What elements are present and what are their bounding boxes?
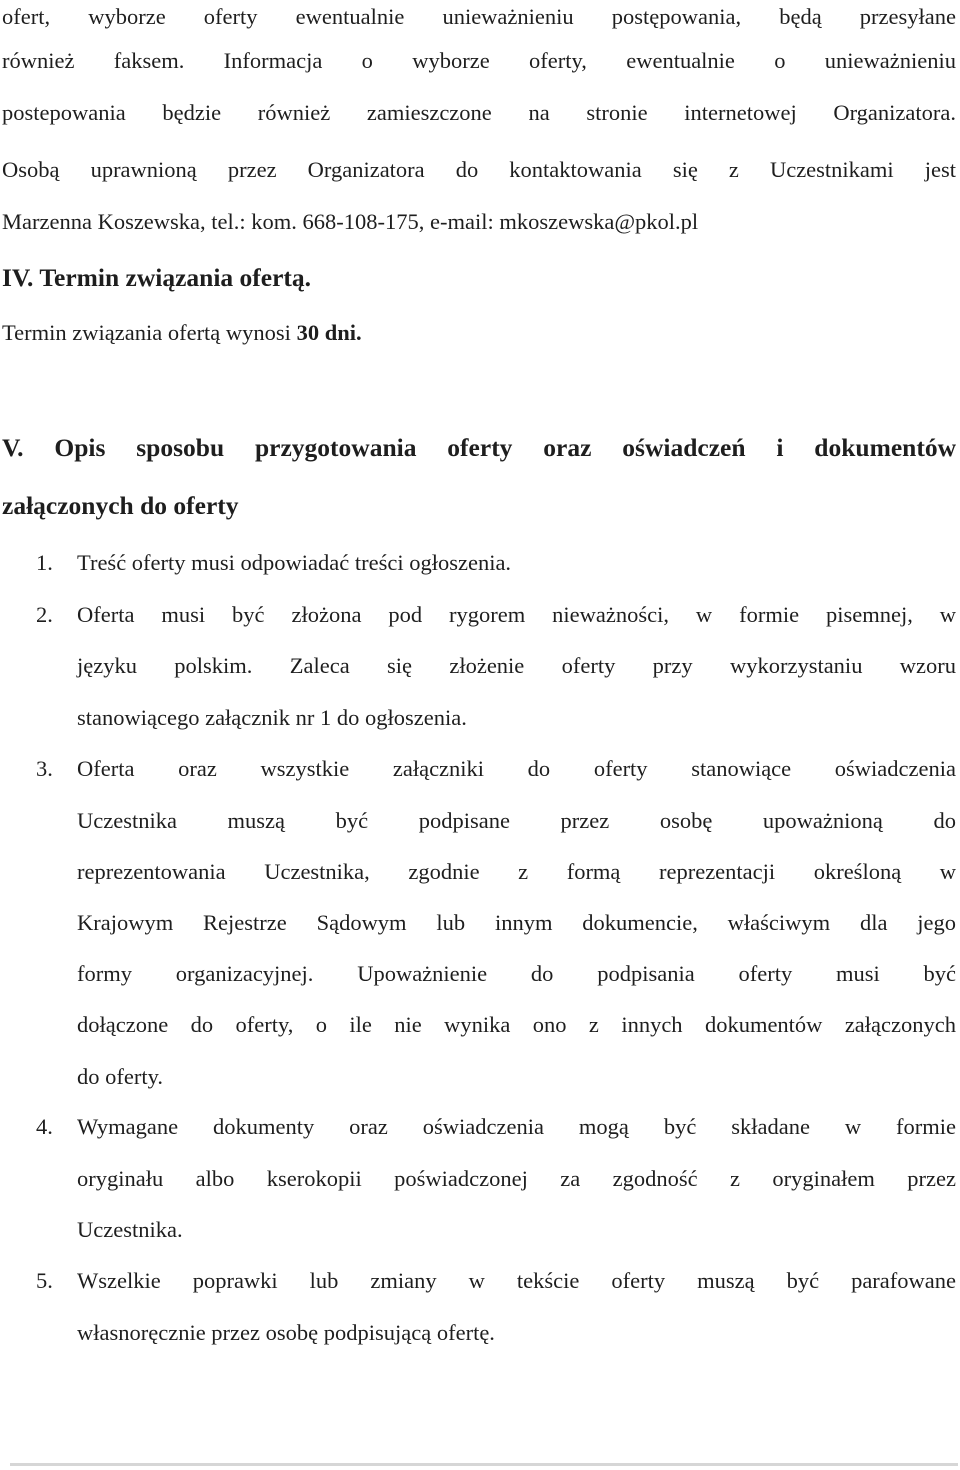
- list-item-number: 3.: [36, 756, 53, 781]
- section-5-heading-line-2: załączonych do oferty: [2, 491, 239, 520]
- list-item-line: Oferta musi być złożona pod rygorem nieważności, w formie pisemnej, w: [77, 602, 956, 627]
- list-item-line: Uczestnika muszą być podpisane przez osobę upoważnioną do: [77, 808, 956, 833]
- list-item-number: 1.: [36, 550, 53, 575]
- binding-period-value: 30 dni.: [296, 320, 362, 345]
- list-item-line: Oferta oraz wszystkie załączniki do oferty stanowiące oświadczenia: [77, 756, 956, 781]
- list-item-line: Treść oferty musi odpowiadać treści ogłoszenia.: [77, 550, 512, 575]
- list-item-line: Krajowym Rejestrze Sądowym lub innym dokumencie, właściwym dla jego: [77, 910, 956, 935]
- section-5-heading-line-1: V. Opis sposobu przygotowania oferty oraz oświadczeń i dokumentów: [2, 433, 956, 462]
- binding-period-text: Termin związania ofertą wynosi: [2, 320, 297, 345]
- list-item-line: Uczestnika.: [77, 1217, 183, 1242]
- list-item-line: stanowiącego załącznik nr 1 do ogłoszenia.: [77, 705, 467, 730]
- list-item-line: Wymagane dokumenty oraz oświadczenia mogą być składane w formie: [77, 1114, 956, 1139]
- contact-line-1: Osobą uprawnioną przez Organizatora do kontaktowania się z Uczestnikami jest: [2, 157, 956, 182]
- section-4-heading: IV. Termin związania ofertą.: [2, 263, 312, 292]
- list-item-number: 5.: [36, 1268, 53, 1293]
- list-item-number: 4.: [36, 1114, 53, 1139]
- page-bottom-rule: [10, 1463, 958, 1466]
- contact-line-2: Marzenna Koszewska, tel.: kom. 668-108-175, e-mail: mkoszewska@pkol.pl: [2, 209, 699, 234]
- list-item-line: języku polskim. Zaleca się złożenie oferty przy wykorzystaniu wzoru: [77, 653, 956, 678]
- intro-line-1: ofert, wyborze oferty ewentualnie unieważnieniu postępowania, będą przesyłane: [2, 4, 956, 29]
- list-item-line: dołączone do oferty, o ile nie wynika ono z innych dokumentów załączonych: [77, 1012, 956, 1037]
- list-item-line: oryginału albo kserokopii poświadczonej za zgodność z oryginałem przez: [77, 1166, 956, 1191]
- list-item-line: do oferty.: [77, 1064, 164, 1089]
- list-item-number: 2.: [36, 602, 53, 627]
- list-item-line: Wszelkie poprawki lub zmiany w tekście oferty muszą być parafowane: [77, 1268, 956, 1293]
- list-item-line: reprezentowania Uczestnika, zgodnie z formą reprezentacji określoną w: [77, 859, 956, 884]
- intro-line-2: również faksem. Informacja o wyborze oferty, ewentualnie o unieważnieniu: [2, 48, 956, 73]
- list-item-line: własnoręcznie przez osobę podpisującą ofertę.: [77, 1320, 495, 1345]
- intro-line-3: postepowania będzie również zamieszczone na stronie internetowej Organizatora.: [2, 100, 956, 125]
- list-item-line: formy organizacyjnej. Upoważnienie do podpisania oferty musi być: [77, 961, 956, 986]
- section-4-text: [2, 318, 956, 348]
